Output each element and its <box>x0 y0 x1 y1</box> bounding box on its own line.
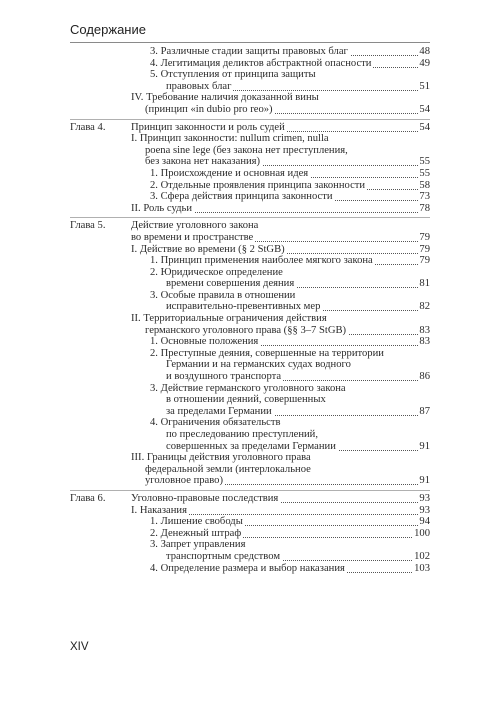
toc-page-number: 79 <box>419 243 430 255</box>
toc-entry[interactable] <box>70 464 430 476</box>
toc-page-number: 100 <box>414 527 430 539</box>
toc-entry-title: I. Наказания <box>131 504 187 516</box>
toc-page-number: 54 <box>419 103 430 115</box>
toc-entry-title: Принцип законности и роль судей <box>131 121 285 133</box>
section-divider <box>70 119 430 120</box>
toc-page-number: 54 <box>419 121 430 133</box>
toc-entry[interactable] <box>70 313 430 325</box>
toc-page-number: 48 <box>419 46 430 57</box>
toc-page-number: 83 <box>419 336 430 348</box>
toc-entry[interactable] <box>70 406 430 418</box>
toc-entry[interactable] <box>70 191 430 203</box>
toc-entry-title: за пределами Германии <box>166 405 272 417</box>
toc-entry[interactable] <box>70 267 430 279</box>
toc-page-number: 91 <box>419 475 430 487</box>
toc-entry[interactable] <box>70 203 430 215</box>
toc-entry[interactable] <box>70 244 430 256</box>
toc-entry[interactable] <box>70 475 430 487</box>
toc-entry[interactable] <box>70 133 430 145</box>
toc-entry-title: уголовное право) <box>145 475 223 487</box>
toc-entry-title: 3. Различные стадии защиты правовых благ <box>150 46 348 57</box>
toc-entry-title: времени совершения деяния <box>166 278 295 290</box>
toc-entry-title: 3. Сфера действия принципа законности <box>150 191 333 203</box>
header-rule <box>70 42 430 43</box>
toc-entry-title: во времени и пространстве <box>131 231 254 243</box>
toc-entry-title: 1. Основные положения <box>150 336 259 348</box>
toc-entry-title: I. Принцип законности: nullum crimen, nulla <box>131 133 329 145</box>
toc-page-number: 93 <box>419 492 430 504</box>
toc-entry-title: IV. Требование наличия доказанной вины <box>131 92 319 104</box>
toc-page-number: 73 <box>419 191 430 203</box>
toc-entry-title: Германии и на германских судах водного <box>166 359 351 371</box>
toc-entry[interactable] <box>70 104 430 116</box>
toc-page-number: 82 <box>419 301 430 313</box>
toc-entry[interactable] <box>70 348 430 360</box>
toc-page-number: 87 <box>419 405 430 417</box>
toc-entry-title: 2. Преступные деяния, совершенные на территории <box>150 347 384 359</box>
toc-entry-title: транспортным средством <box>166 550 281 562</box>
toc-entry[interactable] <box>70 168 430 180</box>
toc-entry-title: 2. Отдельные проявления принципа законности <box>150 179 366 191</box>
toc-entry[interactable] <box>70 122 430 134</box>
toc-entry[interactable] <box>70 505 430 517</box>
toc-entry[interactable] <box>70 156 430 168</box>
toc-entry-title: III. Границы действия уголовного права <box>131 452 311 464</box>
toc-entry-title: без закона нет наказания) <box>145 156 261 168</box>
chapter-label: Глава 6. <box>70 492 106 504</box>
running-header: Содержание <box>70 22 146 37</box>
toc-entry[interactable] <box>70 278 430 290</box>
toc-entry-title: (принцип «in dubio pro reo») <box>145 103 273 115</box>
toc-entry[interactable] <box>70 493 430 505</box>
toc-entry[interactable] <box>70 383 430 395</box>
toc-entry-title: 3. Действие германского уголовного закона <box>150 382 346 394</box>
toc-entry-title: и воздушного транспорта <box>166 371 282 383</box>
toc-entry-title: исправительно-превентивных мер <box>166 301 321 313</box>
toc-page-number: 79 <box>419 255 430 267</box>
toc-entry[interactable] <box>70 551 430 563</box>
toc-entry-title: II. Территориальные ограничения действия <box>131 313 327 325</box>
chapter-label: Глава 4. <box>70 121 106 133</box>
toc-entry-title: 3. Особые правила в отношении <box>150 289 296 301</box>
toc-entry[interactable] <box>70 417 430 429</box>
toc-entry-title: I. Действие во времени (§ 2 StGB) <box>131 243 285 255</box>
toc-entry-title: 5. Отступления от принципа защиты <box>150 69 316 81</box>
toc-page-number: 51 <box>419 80 430 92</box>
toc-entry[interactable] <box>70 81 430 93</box>
toc-entry-title: 2. Денежный штраф <box>150 527 242 539</box>
section-divider <box>70 217 430 218</box>
toc-entry-title: федеральной земли (интерлокальное <box>145 463 311 475</box>
toc-entry-title: II. Роль судьи <box>131 202 192 214</box>
toc-entry[interactable] <box>70 371 430 383</box>
toc-entry-title: в отношении деяний, совершенных <box>166 394 326 406</box>
toc-entry-title: poena sine lege (без закона нет преступления, <box>145 144 348 156</box>
toc-entry[interactable] <box>70 563 430 575</box>
toc-entry-title: 3. Запрет управления <box>150 539 246 551</box>
toc-entry-title: правовых благ <box>166 80 232 92</box>
toc-entry-title: 1. Принцип применения наиболее мягкого закона <box>150 255 373 267</box>
toc-entry[interactable] <box>70 58 430 70</box>
table-of-contents <box>70 46 430 574</box>
toc-page-number: 78 <box>419 202 430 214</box>
toc-entry-title: по преследованию преступлений, <box>166 429 318 440</box>
toc-page-number: 79 <box>419 231 430 243</box>
toc-page-number: 58 <box>419 179 430 191</box>
toc-entry-title: 4. Ограничения обязательств <box>150 417 281 429</box>
toc-entry[interactable] <box>70 516 430 528</box>
toc-entry[interactable] <box>70 336 430 348</box>
chapter-label: Глава 5. <box>70 220 106 232</box>
toc-entry[interactable] <box>70 452 430 464</box>
toc-entry-title: 1. Происхождение и основная идея <box>150 167 309 179</box>
toc-page-number: 49 <box>419 57 430 69</box>
toc-entry-title: 4. Определение размера и выбор наказания <box>150 562 345 574</box>
toc-entry[interactable] <box>70 429 430 441</box>
toc-entry[interactable] <box>70 46 430 58</box>
toc-entry[interactable] <box>70 92 430 104</box>
toc-page-number: 55 <box>419 156 430 168</box>
toc-entry[interactable] <box>70 441 430 453</box>
toc-page-number: 102 <box>414 550 430 562</box>
toc-entry-title: 1. Лишение свободы <box>150 516 243 528</box>
toc-entry[interactable] <box>70 220 430 232</box>
toc-entry[interactable] <box>70 180 430 192</box>
toc-entry[interactable] <box>70 232 430 244</box>
toc-entry[interactable] <box>70 528 430 540</box>
toc-page-number: 81 <box>419 278 430 290</box>
toc-page-number: 103 <box>414 562 430 574</box>
toc-entry[interactable] <box>70 539 430 551</box>
toc-page-number: 91 <box>419 440 430 452</box>
toc-entry[interactable] <box>70 69 430 81</box>
toc-page-number: 94 <box>419 516 430 528</box>
section-divider <box>70 490 430 491</box>
toc-entry-title: германского уголовного права (§§ 3–7 StGB) <box>145 324 347 336</box>
page-number: XIV <box>70 641 89 653</box>
toc-entry-title: Действие уголовного закона <box>131 220 259 232</box>
toc-page-number: 93 <box>419 504 430 516</box>
toc-entry[interactable] <box>70 145 430 157</box>
toc-entry-title: Уголовно-правовые последствия <box>131 492 279 504</box>
toc-page-number: 83 <box>419 324 430 336</box>
toc-entry[interactable] <box>70 325 430 337</box>
toc-entry-title: 2. Юридическое определение <box>150 266 283 278</box>
toc-entry[interactable] <box>70 290 430 302</box>
toc-entry[interactable] <box>70 394 430 406</box>
toc-entry[interactable] <box>70 301 430 313</box>
toc-page-number: 55 <box>419 167 430 179</box>
toc-entry[interactable] <box>70 255 430 267</box>
toc-entry[interactable] <box>70 359 430 371</box>
toc-entry-title: совершенных за пределами Германии <box>166 440 336 452</box>
toc-entry-title: 4. Легитимация деликтов абстрактной опасности <box>150 57 372 69</box>
toc-page-number: 86 <box>419 371 430 383</box>
